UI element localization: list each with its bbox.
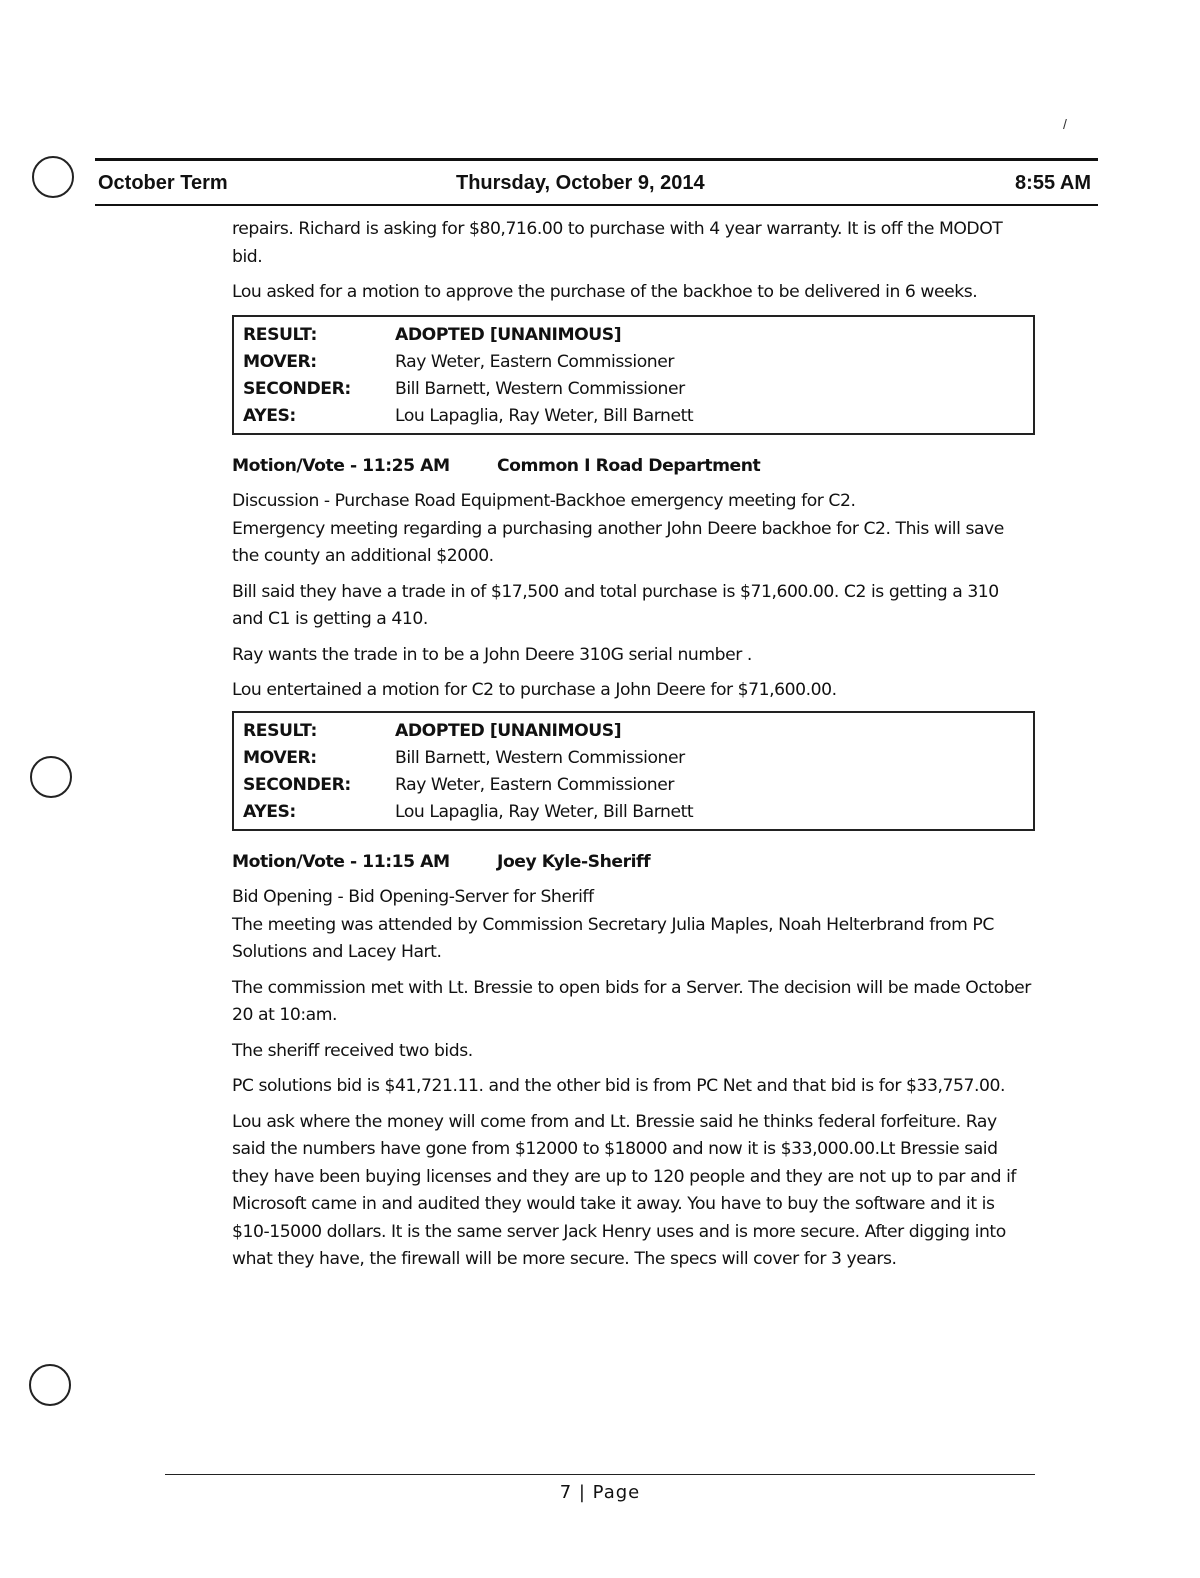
sheriff-paragraph-3: The sheriff received two bids. [232,1040,473,1061]
footer-rule [165,1474,1035,1475]
vote-value: Lou Lapaglia, Ray Weter, Bill Barnett [395,405,694,426]
page-number: 7 | Page [559,1482,641,1503]
vote-row-mover [243,349,1033,376]
road-paragraph-2: Bill said they have a trade in of $17,500 and total purchase is $71,600.00. C2 is getting a 310 and C1 is getting a 410. [232,581,999,629]
vote-label: RESULT: [243,720,317,741]
punch-hole-top [32,156,74,198]
section-title: Joey Kyle-Sheriff [497,851,651,872]
bid-opening-line: Bid Opening - Bid Opening-Server for Sheriff [232,887,594,907]
vote-value: ADOPTED [UNANIMOUS] [395,720,622,741]
vote-value: Ray Weter, Eastern Commissioner [395,351,674,372]
vote-value: ADOPTED [UNANIMOUS] [395,324,622,345]
header-date: Thursday, October 9, 2014 [456,172,705,194]
sheriff-paragraph-4: PC solutions bid is $41,721.11. and the other bid is from PC Net and that bid is for $33,757.00. [232,1076,1005,1096]
section-heading-road-department [232,453,1032,481]
punch-hole-middle [30,756,72,798]
vote-value: Bill Barnett, Western Commissioner [395,378,685,399]
intro-paragraph-1: repairs. Richard is asking for $80,716.00 to purchase with 4 year warranty. It is off the MODOT bid. [232,219,1003,267]
section-heading-sheriff [232,849,1032,877]
punch-hole-bottom [29,1364,71,1406]
vote-row-result [243,322,1033,349]
vote-label: AYES: [243,405,296,426]
sheriff-paragraph-1: The meeting was attended by Commission Secretary Julia Maples, Noah Helterbrand from PC Solutions and Lacey Hart. [232,914,994,962]
vote-row-ayes [243,403,1033,430]
road-paragraph-3: Ray wants the trade in to be a John Deere 310G serial number . [232,644,752,665]
road-paragraph-4: Lou entertained a motion for C2 to purchase a John Deere for $71,600.00. [232,680,837,700]
sheriff-paragraph-5: Lou ask where the money will come from and Lt. Bressie said he thinks federal forfeiture. Ray said the numbers have gone from $12000 to $18000 and now it is $33,000.00.Lt Bressie said they have been buying licenses and they are up to 120 people and they are not up to par and if Microsoft came in and audited they would take it away. You have to buy the software and it is $10-15000 dollars. It is the same server Jack Henry uses and is more secure. After digging into what they have, the firewall will be more secure. The specs will cover for 3 years. [232,1111,1016,1269]
minutes-content [232,216,1032,1282]
section-time: Motion/Vote - 11:15 AM [232,851,450,872]
discussion-line: Discussion - Purchase Road Equipment-Backhoe emergency meeting for C2. [232,491,856,511]
vote-value: Bill Barnett, Western Commissioner [395,747,685,768]
road-paragraph-1: Emergency meeting regarding a purchasing another John Deere backhoe for C2. This will save the county an additional $2000. [232,518,1004,566]
vote-row-seconder [243,376,1033,403]
vote-row-ayes [243,799,1033,826]
vote-label: RESULT: [243,324,317,345]
vote-result-box-1 [232,315,1035,435]
vote-label: AYES: [243,801,296,822]
vote-row-seconder [243,772,1033,799]
header-top-rule [95,158,1098,161]
section-time: Motion/Vote - 11:25 AM [232,455,450,476]
vote-value: Ray Weter, Eastern Commissioner [395,774,674,795]
header-time: 8:55 AM [1015,172,1091,194]
vote-result-box-2 [232,711,1035,831]
section-title: Common I Road Department [497,455,761,476]
sheriff-paragraph-2: The commission met with Lt. Bressie to open bids for a Server. The decision will be made October 20 at 10:am. [232,977,1031,1025]
vote-label: MOVER: [243,351,317,372]
vote-label: SECONDER: [243,774,351,795]
page-header [98,168,1093,198]
intro-paragraph-2: Lou asked for a motion to approve the purchase of the backhoe to be delivered in 6 weeks. [232,282,978,302]
vote-value: Lou Lapaglia, Ray Weter, Bill Barnett [395,801,694,822]
scan-mark: / [1063,116,1067,132]
vote-row-result [243,718,1033,745]
vote-label: MOVER: [243,747,317,768]
header-term: October Term [98,172,228,194]
header-bottom-rule [95,204,1098,206]
vote-label: SECONDER: [243,378,351,399]
vote-row-mover [243,745,1033,772]
